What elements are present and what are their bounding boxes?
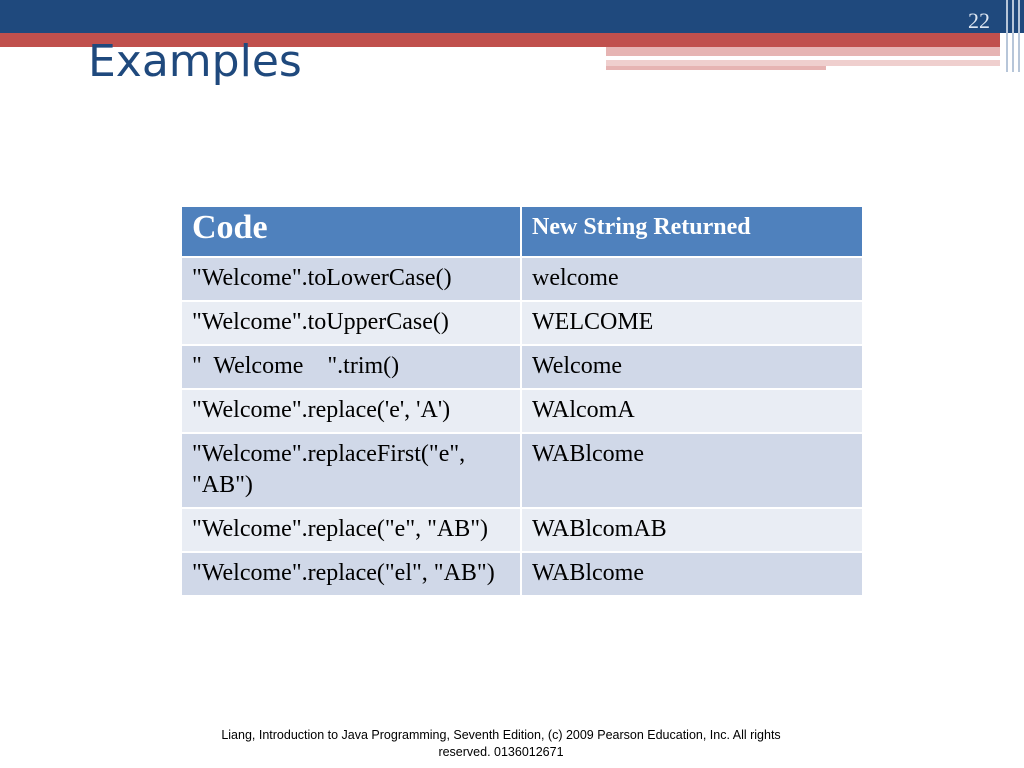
- column-header-new-string: New String Returned: [521, 206, 863, 257]
- result-cell: WABlcomAB: [521, 508, 863, 552]
- result-cell: WELCOME: [521, 301, 863, 345]
- column-header-code: Code: [181, 206, 521, 257]
- header-vertical-lines: [1004, 0, 1024, 72]
- slide-title: Examples: [88, 36, 302, 87]
- code-cell: "Welcome".replace('e', 'A'): [181, 389, 521, 433]
- code-cell: "Welcome".replace("el", "AB"): [181, 552, 521, 596]
- header-bar-navy: [0, 0, 1024, 33]
- result-cell: Welcome: [521, 345, 863, 389]
- code-cell: "Welcome".replace("e", "AB"): [181, 508, 521, 552]
- header-accent-stripe: [606, 66, 826, 70]
- code-cell: "Welcome".replaceFirst("e", "AB"): [181, 433, 521, 508]
- table-row: [181, 301, 863, 345]
- code-cell: " Welcome ".trim(): [181, 345, 521, 389]
- table-row: [181, 389, 863, 433]
- table-row: [181, 552, 863, 596]
- copyright-footer: Liang, Introduction to Java Programming, Seventh Edition, (c) 2009 Pearson Education, Inc. All rights reserved. 0136012671: [221, 728, 781, 759]
- header-accent-stripe: [606, 47, 1000, 56]
- code-cell: "Welcome".toUpperCase(): [181, 301, 521, 345]
- result-cell: welcome: [521, 257, 863, 301]
- result-cell: WABlcome: [521, 552, 863, 596]
- result-cell: WAlcomA: [521, 389, 863, 433]
- table-row: [181, 345, 863, 389]
- table-row: [181, 508, 863, 552]
- examples-table: [180, 205, 864, 597]
- code-cell: "Welcome".toLowerCase(): [181, 257, 521, 301]
- table-header-row: [181, 206, 863, 257]
- result-cell: WABlcome: [521, 433, 863, 508]
- table-row: [181, 257, 863, 301]
- table-row: [181, 433, 863, 508]
- slide-number: 22: [968, 8, 990, 33]
